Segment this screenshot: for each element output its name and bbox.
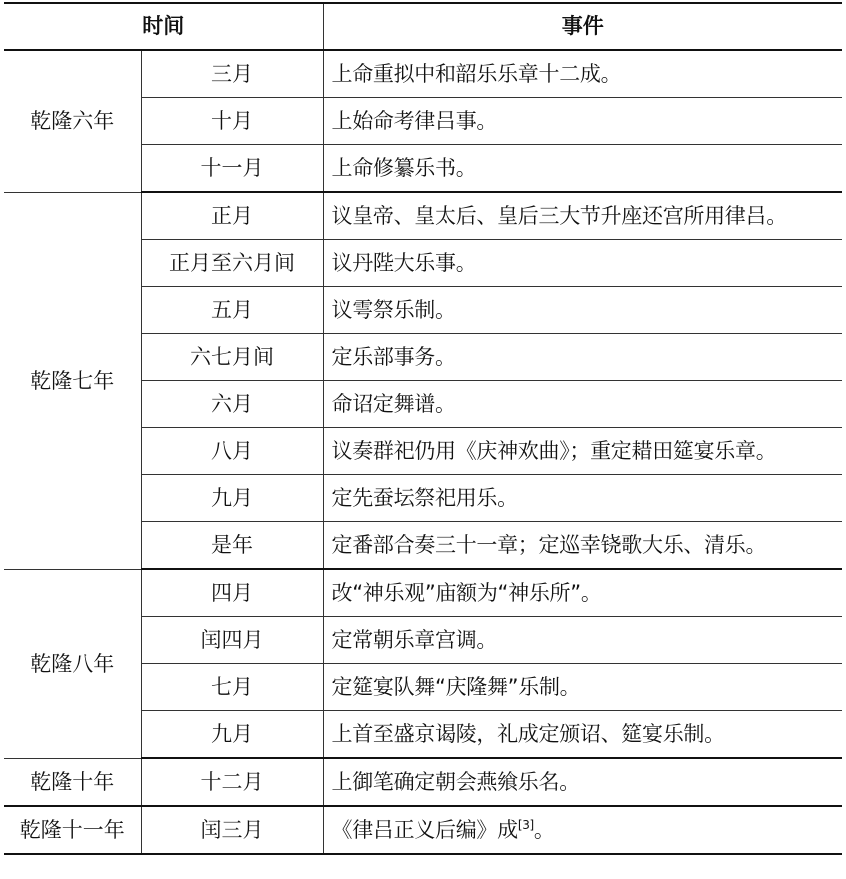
month-cell: 闰三月 — [141, 806, 323, 854]
header-row — [4, 3, 842, 50]
year-cell: 乾隆七年 — [4, 192, 141, 569]
event-cell: 议丹陛大乐事。 — [323, 240, 842, 287]
event-cell — [323, 806, 842, 854]
month-cell: 六月 — [141, 381, 323, 428]
year-cell: 乾隆十一年 — [4, 806, 141, 854]
table-row — [4, 569, 842, 617]
event-cell: 上御笔确定朝会燕飨乐名。 — [323, 758, 842, 806]
event-cell: 上命修纂乐书。 — [323, 145, 842, 193]
event-cell: 议雩祭乐制。 — [323, 287, 842, 334]
month-cell: 正月至六月间 — [141, 240, 323, 287]
year-cell: 乾隆八年 — [4, 569, 141, 758]
month-cell: 正月 — [141, 192, 323, 240]
event-cell: 定筵宴队舞“庆隆舞”乐制。 — [323, 664, 842, 711]
event-cell: 定番部合奏三十一章；定巡幸铙歌大乐、清乐。 — [323, 522, 842, 570]
month-cell: 十二月 — [141, 758, 323, 806]
month-cell: 八月 — [141, 428, 323, 475]
event-cell: 议奏群祀仍用《庆神欢曲》；重定耤田筵宴乐章。 — [323, 428, 842, 475]
table-row — [4, 192, 842, 240]
event-cell: 定常朝乐章宫调。 — [323, 617, 842, 664]
header-event: 事件 — [323, 3, 842, 50]
month-cell: 九月 — [141, 475, 323, 522]
chronology-table — [4, 2, 842, 855]
event-cell: 议皇帝、皇太后、皇后三大节升座还宫所用律吕。 — [323, 192, 842, 240]
header-time: 时间 — [4, 3, 323, 50]
month-cell: 是年 — [141, 522, 323, 570]
month-cell: 十一月 — [141, 145, 323, 193]
year-cell: 乾隆六年 — [4, 50, 141, 192]
month-cell: 十月 — [141, 98, 323, 145]
footnote-marker: [3] — [517, 818, 534, 832]
month-cell: 九月 — [141, 711, 323, 759]
event-text: 《律吕正义后编》成 — [331, 818, 518, 842]
year-cell: 乾隆十年 — [4, 758, 141, 806]
event-cell: 上命重拟中和韶乐乐章十二成。 — [323, 50, 842, 98]
month-cell: 闰四月 — [141, 617, 323, 664]
event-cell: 上首至盛京谒陵，礼成定颁诏、筵宴乐制。 — [323, 711, 842, 759]
event-cell: 命诏定舞谱。 — [323, 381, 842, 428]
event-suffix: 。 — [533, 818, 555, 842]
month-cell: 五月 — [141, 287, 323, 334]
month-cell: 四月 — [141, 569, 323, 617]
event-cell: 上始命考律吕事。 — [323, 98, 842, 145]
month-cell: 六七月间 — [141, 334, 323, 381]
table-row — [4, 806, 842, 854]
event-cell: 改“神乐观”庙额为“神乐所”。 — [323, 569, 842, 617]
table-row — [4, 758, 842, 806]
event-cell: 定先蚕坛祭祀用乐。 — [323, 475, 842, 522]
month-cell: 七月 — [141, 664, 323, 711]
event-cell: 定乐部事务。 — [323, 334, 842, 381]
month-cell: 三月 — [141, 50, 323, 98]
table-row — [4, 50, 842, 98]
